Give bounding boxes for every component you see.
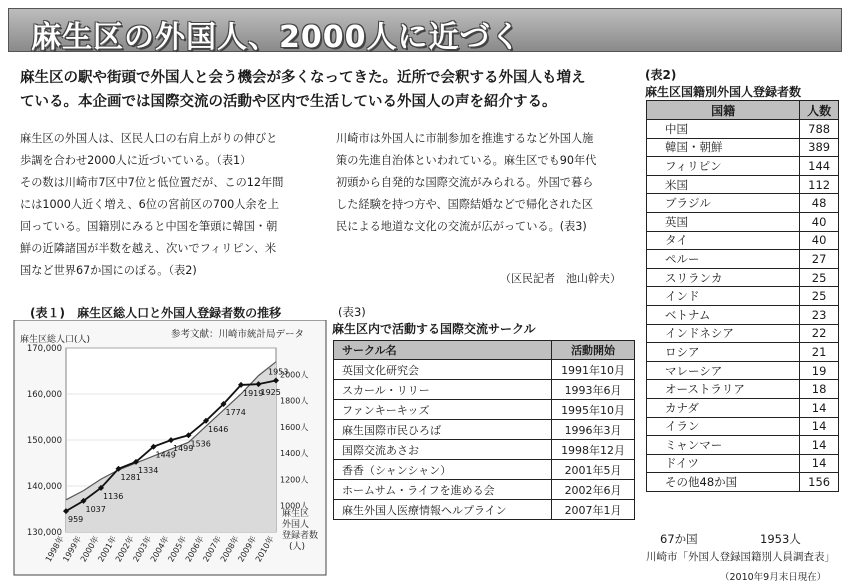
left-tick-label: 130,000 [26, 528, 62, 538]
right-axis-label-line: 麻生区 [282, 509, 310, 519]
header-circle-name: サークル名 [334, 341, 552, 360]
table-row [647, 287, 839, 306]
body-column-1 [20, 128, 318, 282]
nationality-cell: カナダ [647, 398, 800, 417]
text-line: には1000人近く増え、6位の宮前区の700人余を上 [20, 198, 279, 211]
table-row [647, 436, 839, 455]
table-row [647, 324, 839, 343]
text-line: 川崎市は外国人に市制参加を推進するなど外国人施 [336, 132, 594, 145]
text-line: 初頭から自発的な国際交流がみられる。外国で暮ら [336, 176, 594, 189]
text-line: その数は川崎市7区中7位と低位置だが、この12年間 [20, 176, 284, 189]
nationality-cell: 中国 [647, 120, 800, 139]
table-row [647, 305, 839, 324]
circle-name-cell: スカール・リリー [334, 380, 552, 400]
table-row [334, 500, 635, 520]
text-line: 策の先進自治体といわれている。麻生区でも90年代 [336, 154, 597, 167]
start-date-cell: 1998年12月 [552, 440, 635, 460]
left-axis-label: 麻生区総人口(人) [20, 335, 91, 345]
nationality-cell: 米国 [647, 175, 800, 194]
left-tick-label: 160,000 [26, 390, 62, 400]
count-cell: 25 [800, 268, 839, 287]
count-cell: 14 [800, 417, 839, 436]
count-cell: 19 [800, 361, 839, 380]
nationality-cell: インドネシア [647, 324, 800, 343]
nationality-cell: 英国 [647, 212, 800, 231]
data-label: 1449 [155, 450, 176, 460]
data-label: 1774 [225, 407, 246, 417]
table-row [647, 473, 839, 492]
text-line: 歩調を合わせ2000人に近づいている。（表1） [20, 154, 252, 167]
chart-caption [30, 304, 281, 321]
count-cell: 22 [800, 324, 839, 343]
start-date-cell: 2002年6月 [552, 480, 635, 500]
circle-name-cell: 国際交流あさお [334, 440, 552, 460]
circle-name-cell: ファンキーキッズ [334, 400, 552, 420]
chart-reference: 参考文献：川崎市統計局データ [171, 329, 305, 340]
nationality-cell: タイ [647, 231, 800, 250]
x-tick-label: 2009年 [236, 534, 259, 564]
table-row [647, 417, 839, 436]
data-label: 959 [68, 515, 84, 525]
left-tick-label: 170,000 [26, 344, 62, 354]
nationality-cell: マレーシア [647, 361, 800, 380]
nationality-cell: ロシア [647, 343, 800, 362]
x-tick-label: 2002年 [113, 534, 136, 564]
x-tick-label: 1998年 [43, 534, 66, 564]
x-tick-label: 2004年 [148, 534, 171, 564]
count-cell: 25 [800, 287, 839, 306]
data-label: 1281 [120, 472, 141, 482]
start-date-cell: 1996年3月 [552, 420, 635, 440]
lead-line: ている。本企画では国際交流の活動や区内で生活している外国人の声を紹介する。 [20, 94, 557, 110]
count-cell: 14 [800, 436, 839, 455]
right-axis-label-line: 登録者数 [282, 531, 319, 541]
circle-name-cell: 麻生国際市民ひろば [334, 420, 552, 440]
nationality-cell: ミャンマー [647, 436, 800, 455]
circle-name-cell: ホームサム・ライフを進める会 [334, 480, 552, 500]
right-axis-label-line: 外国人 [282, 520, 310, 530]
nationality-cell: スリランカ [647, 268, 800, 287]
header-nationality: 国籍 [647, 101, 800, 120]
data-label: 1037 [85, 504, 106, 514]
table-row [647, 138, 839, 157]
nationality-cell: イラン [647, 417, 800, 436]
table2-total-value: 1953人 [760, 532, 801, 546]
start-date-cell: 1995年10月 [552, 400, 635, 420]
chart-title: 麻生区総人口と外国人登録者数の推移 [77, 306, 282, 320]
table-row [647, 231, 839, 250]
table-row [647, 454, 839, 473]
table-row [647, 361, 839, 380]
data-label: 1334 [138, 465, 159, 475]
right-tick-label: 2000人 [280, 370, 309, 380]
chart-label: (表１) [30, 306, 65, 320]
x-tick-label: 2005年 [166, 534, 189, 564]
right-tick-label: 1000人 [280, 501, 309, 511]
x-tick-label: 2003年 [131, 534, 154, 564]
text-line: 回っている。国籍別にみると中国を筆頭に韓国・朝 [20, 220, 278, 233]
table-header-row [647, 101, 839, 120]
data-label: 1499 [173, 444, 194, 454]
header-count: 人数 [800, 101, 839, 120]
text-line: した経験を持つ方や、国際結婚などで帰化された区 [336, 198, 594, 211]
table2-date: （2010年9月末日現在） [720, 572, 827, 583]
nationality-cell: ベトナム [647, 305, 800, 324]
right-tick-label: 1400人 [280, 449, 309, 459]
nationality-cell: ブラジル [647, 194, 800, 213]
table-row [334, 400, 635, 420]
right-tick-label: 1600人 [280, 422, 309, 432]
count-cell: 788 [800, 120, 839, 139]
table-row [334, 420, 635, 440]
body-column-2 [336, 128, 628, 238]
circle-name-cell: 麻生外国人医療情報ヘルプライン [334, 500, 552, 520]
nationality-cell: フィリピン [647, 157, 800, 176]
text-line: 国など世界67か国にのぼる。（表2) [20, 264, 197, 277]
table-row [334, 480, 635, 500]
x-tick-label: 2001年 [96, 534, 119, 564]
table2-source: 川崎市「外国人登録国籍別人員調査表」 [646, 551, 835, 563]
data-label: 1536 [190, 439, 211, 449]
table-row [647, 398, 839, 417]
start-date-cell: 2001年5月 [552, 460, 635, 480]
table-row [647, 157, 839, 176]
population-chart [8, 320, 330, 582]
text-line: 民による地道な文化の交流が広がっている。(表3) [336, 220, 587, 233]
table3-label: (表3) [338, 305, 366, 319]
data-label: 1925 [260, 388, 281, 398]
count-cell: 48 [800, 194, 839, 213]
count-cell: 21 [800, 343, 839, 362]
page-title: 麻生区の外国人、2000人に近づく [31, 20, 522, 55]
table-row [647, 175, 839, 194]
data-label: 1646 [208, 424, 229, 434]
table2-title: 麻生区国籍別外国人登録者数 [645, 85, 802, 99]
x-tick-label: 2007年 [201, 534, 224, 564]
table-header-row [334, 341, 635, 360]
table-row [334, 360, 635, 380]
count-cell: 112 [800, 175, 839, 194]
table2-label: (表2) [645, 68, 677, 82]
data-label: 1919 [243, 388, 264, 398]
header-start: 活動開始 [552, 341, 635, 360]
count-cell: 23 [800, 305, 839, 324]
circle-table [333, 340, 635, 520]
count-cell: 27 [800, 250, 839, 269]
count-cell: 144 [800, 157, 839, 176]
x-tick-label: 1999年 [61, 534, 84, 564]
text-line: 麻生区の外国人は、区民人口の右肩上がりの伸びと [20, 132, 278, 145]
nationality-cell: ペルー [647, 250, 800, 269]
start-date-cell: 1991年10月 [552, 360, 635, 380]
table-row [647, 343, 839, 362]
circle-name-cell: 香香（シャンシャン） [334, 460, 552, 480]
title-banner [8, 8, 842, 55]
lead-paragraph [20, 66, 620, 114]
count-cell: 18 [800, 380, 839, 399]
count-cell: 14 [800, 398, 839, 417]
count-cell: 156 [800, 473, 839, 492]
nationality-cell: 韓国・朝鮮 [647, 138, 800, 157]
right-tick-label: 1800人 [280, 396, 309, 406]
nationality-cell: その他48か国 [647, 473, 800, 492]
count-cell: 389 [800, 138, 839, 157]
start-date-cell: 1993年6月 [552, 380, 635, 400]
count-cell: 40 [800, 212, 839, 231]
nationality-table [646, 100, 839, 492]
x-tick-label: 2000年 [78, 534, 101, 564]
table-row [334, 460, 635, 480]
data-label: 1136 [103, 491, 124, 501]
table-row [647, 194, 839, 213]
lead-line: 麻生区の駅や街頭で外国人と会う機会が多くなってきた。近所で会釈する外国人も増え [20, 70, 586, 86]
table-row [647, 268, 839, 287]
table-row [334, 380, 635, 400]
table-row [334, 440, 635, 460]
table3-title: 麻生区内で活動する国際交流サークル [332, 322, 536, 336]
nationality-cell: オーストラリア [647, 380, 800, 399]
left-tick-label: 150,000 [26, 436, 62, 446]
table-row [647, 212, 839, 231]
right-axis-label-line: (人) [289, 542, 306, 552]
x-tick-label: 2006年 [183, 534, 206, 564]
x-tick-label: 2010年 [253, 534, 276, 564]
text-line: 鮮の近隣諸国が半数を越え、次いでフィリピン、米 [20, 242, 277, 255]
table-row [647, 250, 839, 269]
count-cell: 14 [800, 454, 839, 473]
x-tick-label: 2008年 [218, 534, 241, 564]
data-label: 1953 [268, 367, 289, 377]
table2-total-label: 67か国 [660, 532, 698, 546]
left-tick-label: 140,000 [26, 482, 62, 492]
right-tick-label: 1200人 [280, 475, 309, 485]
reporter-credit: （区民記者 池山幹夫） [500, 272, 621, 285]
count-cell: 40 [800, 231, 839, 250]
circle-name-cell: 英国文化研究会 [334, 360, 552, 380]
nationality-cell: ドイツ [647, 454, 800, 473]
nationality-cell: インド [647, 287, 800, 306]
start-date-cell: 2007年1月 [552, 500, 635, 520]
table-row [647, 380, 839, 399]
table-row [647, 120, 839, 139]
